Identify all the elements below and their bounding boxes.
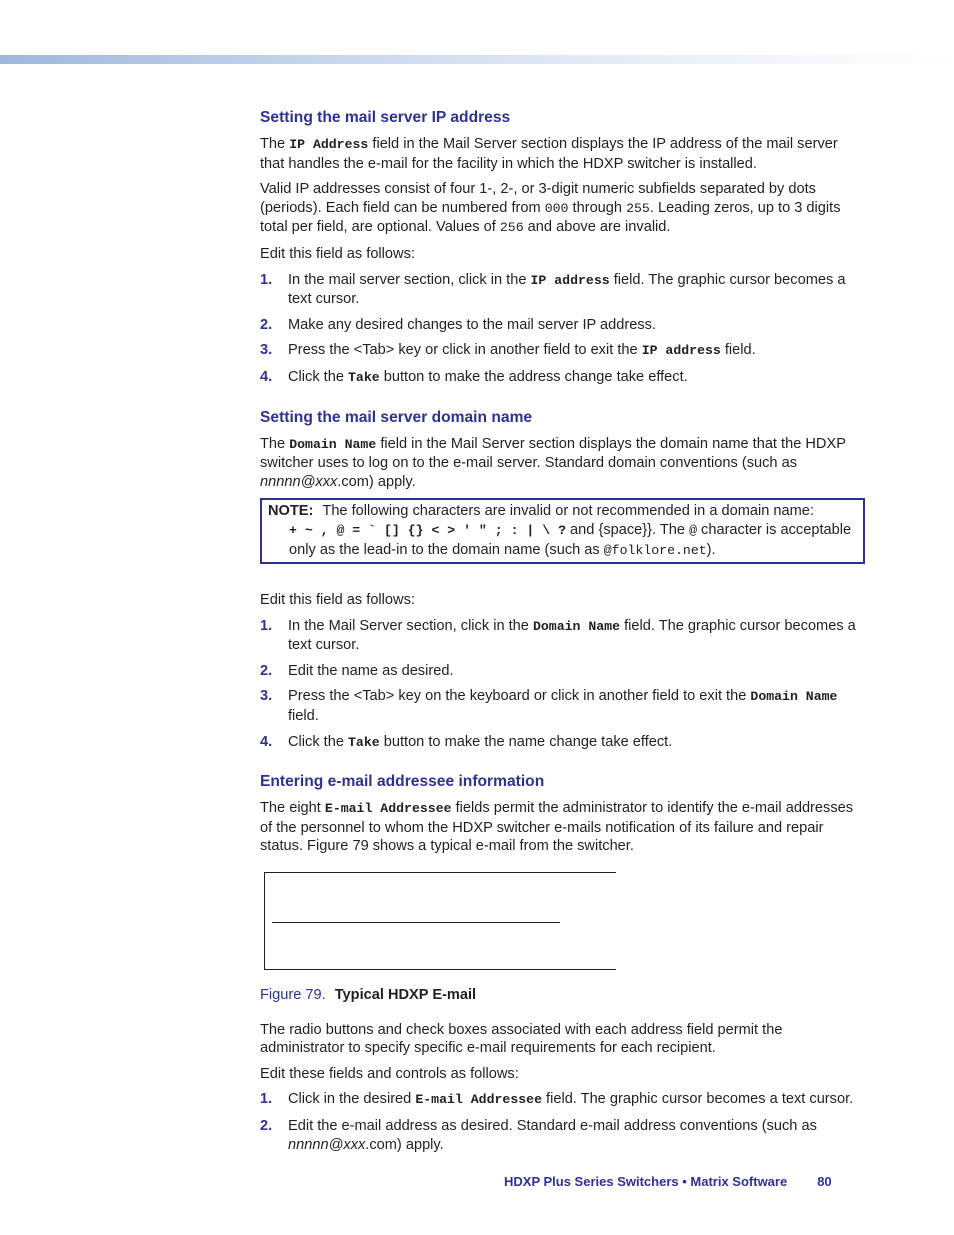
list-item: 4. Click the Take button to make the address change take effect. [260, 368, 688, 385]
code-email-addressee: E-mail Addressee [324, 801, 452, 817]
paragraph-edit-field: Edit this field as follows: [260, 245, 415, 262]
paragraph-domain-field: The Domain Name field in the Mail Server section displays the domain name that the HDXP switcher uses to log on to the e-mail server. Standard domain conventions (such as nnnnn@xxx.com) apply. [260, 435, 846, 490]
paragraph-addressee-fields: The eight E-mail Addressee fields permit the administrator to identify the e-mail addresses of the personnel to whom the HDXP switcher e-mails notification of its failure and repair status. Figure 79 shows a typical e-mail from the switcher. [260, 800, 854, 855]
page-number: 80 [817, 1174, 832, 1189]
list-item: 1. In the mail server section, click in the IP address field. The graphic cursor becomes a text cursor. [260, 271, 846, 308]
list-item: 1. Click in the desired E-mail Addressee field. The graphic cursor becomes a text cursor. [260, 1091, 854, 1108]
figure-caption: Figure 79. Typical HDXP E-mail [260, 987, 477, 1004]
code-domain-name: Domain Name [289, 436, 377, 452]
code-255: 255 [626, 200, 650, 216]
code-000: 000 [544, 200, 569, 216]
heading-email-addressee: Entering e-mail addressee information [260, 773, 545, 791]
code-ip-address: IP Address [289, 137, 369, 152]
invalid-characters: + ~ , @ = ` [] {} < > ' " ; : | \ ? [289, 522, 566, 538]
heading-mail-server-domain: Setting the mail server domain name [260, 408, 533, 426]
paragraph-valid-ip: Valid IP addresses consist of four 1-, 2-, or 3-digit numeric subfields separated by dots (periods). Each field can be numbered from 000 through 255. Leading zeros, up to 3 digits total per field, are optional. Values of 256 and above are invalid. [260, 181, 841, 236]
paragraph-radio-buttons: The radio buttons and check boxes associated with each address field permit the administrator to specify specific e-mail requirements for each recipient. [260, 1021, 783, 1057]
note-label: NOTE: [268, 503, 314, 520]
steps-ip-address [260, 271, 865, 388]
list-item: 2. Make any desired changes to the mail server IP address. [260, 316, 657, 333]
page-content [260, 108, 865, 1161]
list-item: 4. Click the Take button to make the name change take effect. [260, 733, 673, 750]
header-gradient-bar [0, 55, 954, 64]
footer-title: HDXP Plus Series Switchers • Matrix Software [504, 1174, 788, 1189]
steps-domain-name [260, 617, 865, 753]
paragraph-ip-field: The IP Address field in the Mail Server section displays the IP address of the mail server that handles the e-mail for the facility in which the HDXP switcher is installed. [260, 136, 838, 172]
paragraph-edit-controls: Edit these fields and controls as follows: [260, 1065, 519, 1082]
list-item: 2. Edit the name as desired. [260, 662, 454, 679]
steps-email-addressee [260, 1090, 865, 1154]
code-256: 256 [499, 220, 524, 236]
list-item: 2. Edit the e-mail address as desired. Standard e-mail address conventions (such as nnnnn@xxx.com) apply. [260, 1118, 817, 1153]
note-box: NOTE: The following characters are invalid or not recommended in a domain name: + ~ , @ = ` [] {} < > ' " ; : | \ ? and {space}}. The @ character is acceptable only as the lead-in to the domain name (such as @folklore.net). [260, 498, 865, 564]
paragraph-edit-field: Edit this field as follows: [260, 592, 415, 609]
figure-divider [272, 922, 560, 923]
figure-typical-email [264, 872, 616, 970]
list-item: 3. Press the <Tab> key on the keyboard or click in another field to exit the Domain Name field. [260, 688, 838, 725]
list-item: 3. Press the <Tab> key or click in another field to exit the IP address field. [260, 342, 756, 359]
heading-mail-server-ip: Setting the mail server IP address [260, 109, 511, 126]
page-footer [504, 1173, 832, 1192]
list-item: 1. In the Mail Server section, click in the Domain Name field. The graphic cursor becomes a text cursor. [260, 617, 856, 654]
